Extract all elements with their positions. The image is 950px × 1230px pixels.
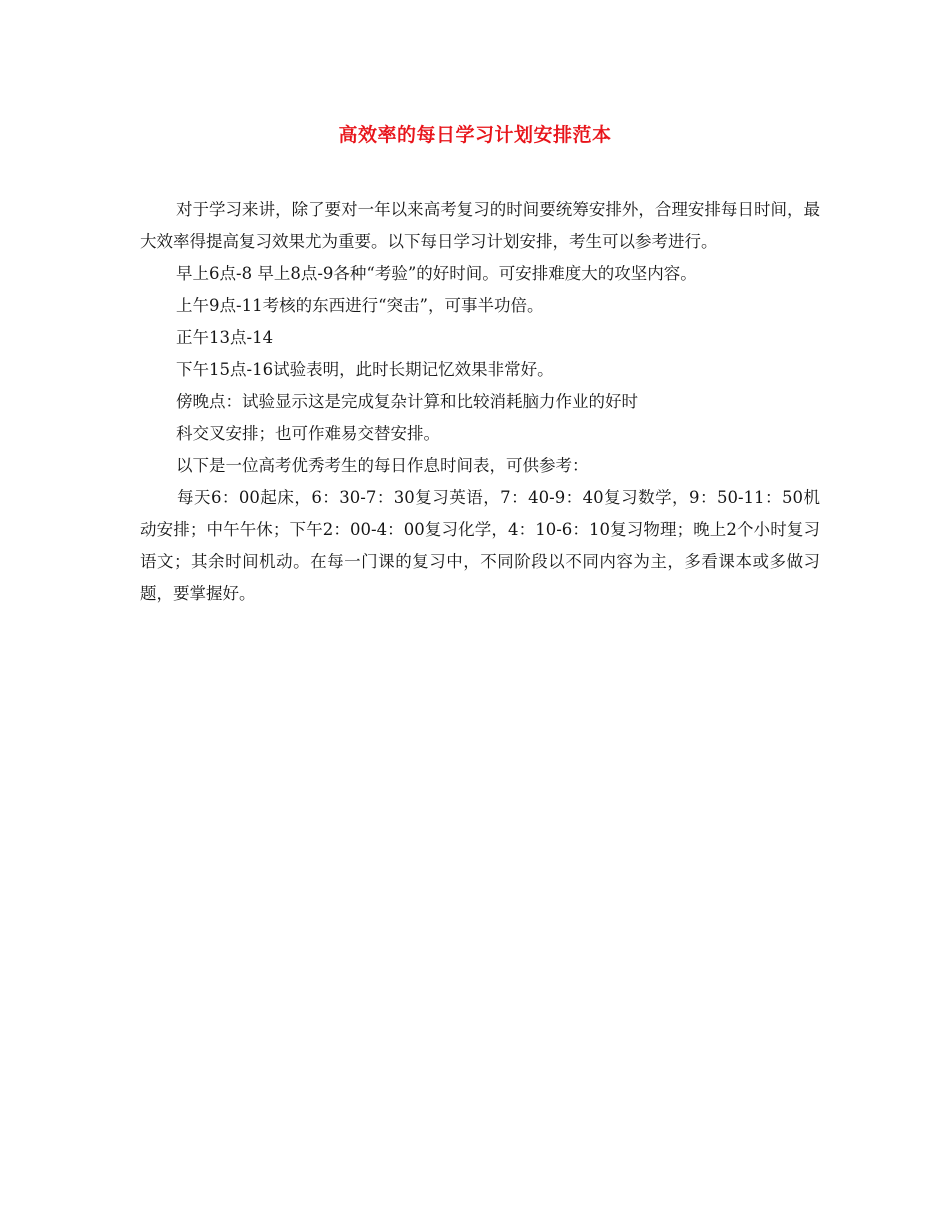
intro-paragraph: 对于学习来讲，除了要对一年以来高考复习的时间要统筹安排外，合理安排每日时间，最大效率得提高复习效果尤为重要。以下每日学习计划安排，考生可以参考进行。	[140, 200, 820, 251]
timetable-intro-paragraph: 以下是一位高考优秀考生的每日作息时间表，可供参考：	[176, 456, 589, 475]
document-body	[140, 194, 820, 610]
evening-paragraph: 傍晚点：试验显示这是完成复杂计算和比较消耗脑力作业的好时	[176, 392, 638, 411]
noon-paragraph: 正午13点-14	[176, 328, 274, 347]
document-title: 高效率的每日学习计划安排范本	[338, 124, 612, 146]
timetable-paragraph: 每天6：00起床，6：30-7：30复习英语，7：40-9：40复习数学，9：50-11：50机动安排；中午午休；下午2：00-4：00复习化学，4：10-6：10复习物理；晚上2个小时复习语文；其余时间机动。在每一门课的复习中，不同阶段以不同内容为主，多看课本或多做习题，要掌握好。	[140, 488, 820, 603]
afternoon-paragraph: 下午15点-16试验表明，此时长期记忆效果非常好。	[176, 360, 554, 379]
forenoon-paragraph: 上午9点-11考核的东西进行“突击”，可事半功倍。	[176, 296, 544, 315]
morning-paragraph: 早上6点-8 早上8点-9各种“考验”的好时间。可安排难度大的攻坚内容。	[176, 264, 697, 283]
evening-continued-paragraph: 科交叉安排；也可作难易交替安排。	[176, 424, 440, 443]
